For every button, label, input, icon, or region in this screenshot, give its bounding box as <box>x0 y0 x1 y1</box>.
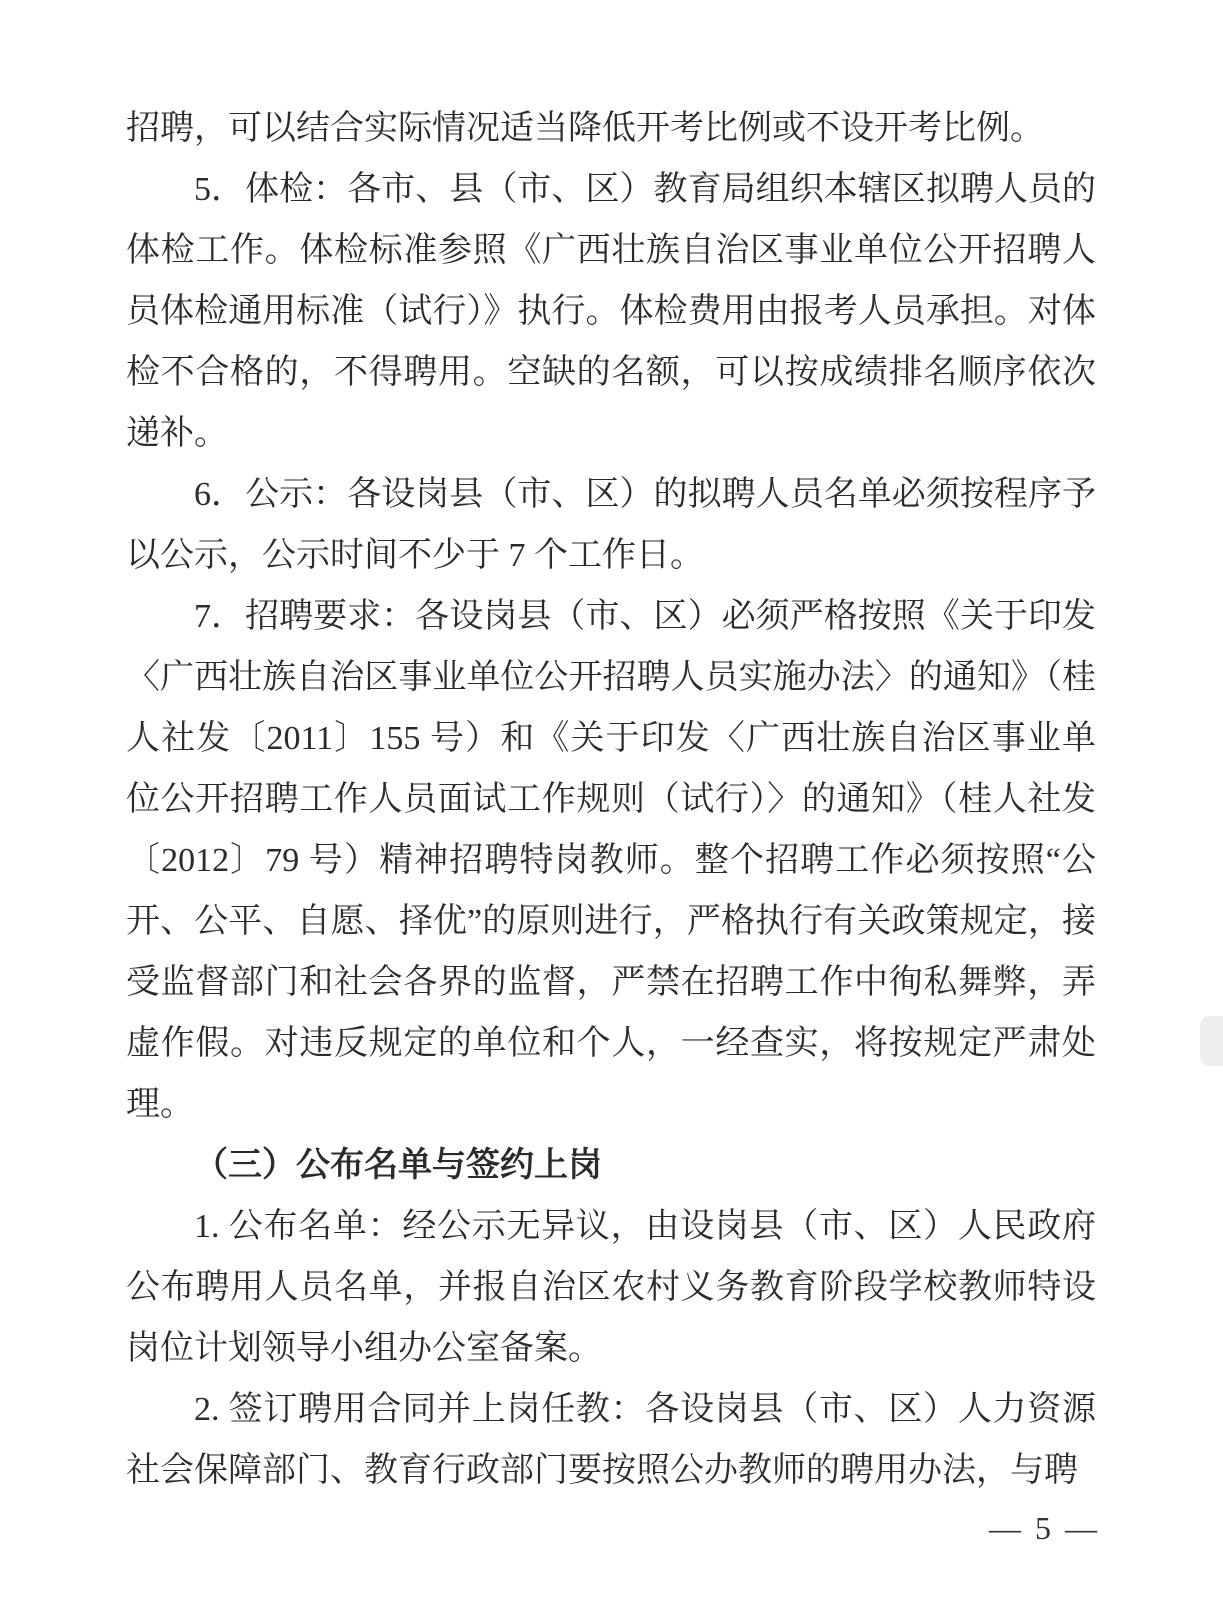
page-number: — 5 — <box>989 1510 1097 1546</box>
paragraph-item-5-physical-exam: 5．体检：各市、县（市、区）教育局组织本辖区拟聘人员的体检工作。体检标准参照《广西壮族自治区事业单位公开招聘人员体检通用标准（试行）》执行。体检费用由报考人员承担。对体检不合格的，不得聘用。空缺的名额，可以按成绩排名顺序依次递补。 <box>126 171 1096 452</box>
paragraph-item-6-public-notice: 6．公示：各设岗县（市、区）的拟聘人员名单必须按程序予以公示，公示时间不少于 7 个工作日。 <box>126 476 1096 574</box>
paragraph-item-2-sign-contract: 2. 签订聘用合同并上岗任教：各设岗县（市、区）人力资源社会保障部门、教育行政部门要按照公办教师的聘用办法，与聘 <box>126 1391 1096 1489</box>
scrollbar-thumb[interactable] <box>1200 1016 1223 1066</box>
document-text-block <box>126 98 1096 1501</box>
paragraph-continuation: 招聘，可以结合实际情况适当降低开考比例或不设开考比例。 <box>126 110 1044 147</box>
paragraph-item-7-recruit-requirements: 7．招聘要求：各设岗县（市、区）必须严格按照《关于印发〈广西壮族自治区事业单位公开招聘人员实施办法〉的通知》（桂人社发〔2011〕155 号）和《关于印发〈广西壮族自治区事业单位公开招聘工作人员面试工作规则（试行）〉的通知》（桂人社发〔2012〕79 号）精神招聘特岗教师。整个招聘工作必须按照“公开、公平、自愿、择优”的原则进行，严格执行有关政策规定，接受监督部门和社会各界的监督，严禁在招聘工作中徇私舞弊，弄虚作假。对违反规定的单位和个人，一经查实，将按规定严肃处理。 <box>126 598 1096 1123</box>
paragraph-item-1-publish-list: 1. 公布名单：经公示无异议，由设岗县（市、区）人民政府公布聘用人员名单，并报自治区农村义务教育阶段学校教师特设岗位计划领导小组办公室备案。 <box>126 1208 1096 1367</box>
section-heading-announce-and-sign: （三）公布名单与签约上岗 <box>194 1147 602 1184</box>
